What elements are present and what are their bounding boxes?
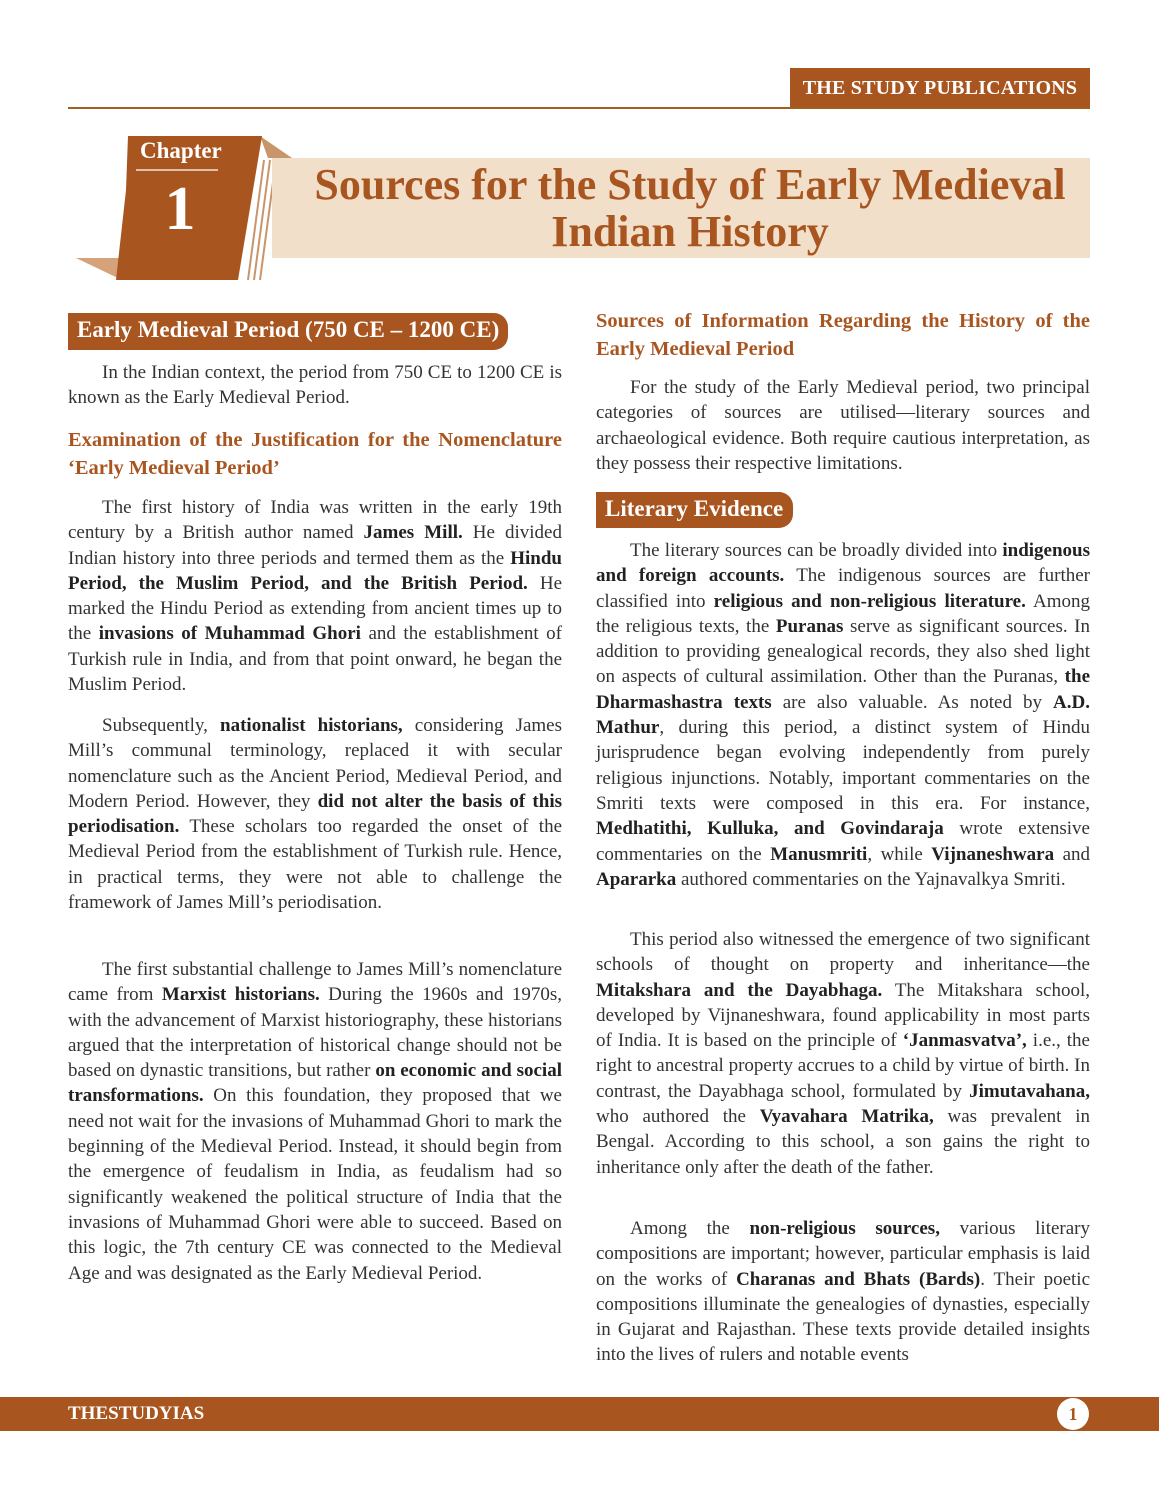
subheading-sources: Sources of Information Regarding the History of the Early Medieval Period bbox=[596, 310, 1090, 360]
paragraph: The first history of India was written in the early 19th century by a British author named James Mill. He divided Indian history into three periods and termed them as the Hindu Period, the Muslim Period, and the British Period. He marked the Hindu Period as extending from ancient times up to the invasions of Muhammad Ghori and the establishment of Turkish rule in India, and from that point onward, he began the Muslim Period. bbox=[68, 497, 562, 696]
paragraph: The literary sources can be broadly divided into indigenous and foreign accounts. The indigenous sources are further classified into religious and non-religious literature. Among the religious texts, the Puranas serve as significant sources. In addition to providing genealogical records, they also shed light on aspects of cultural assimilation. Other than the Puranas, the Dharmashastra texts are also valuable. As noted by A.D. Mathur, during this period, a distinct system of Hindu jurisprudence began evolving independently from purely religious injunctions. Notably, important commentaries on the Smriti texts were composed in this era. For instance, Medhatithi, Kulluka, and Govindaraja wrote extensive commentaries on the Manusmriti, while Vijnaneshwara and Apararka authored commentaries on the Yajnavalkya Smriti. bbox=[596, 540, 1091, 890]
chapter-title-line1: Sources for the Study of Early Medieval bbox=[314, 160, 1066, 209]
page-number: 1 bbox=[1057, 1398, 1089, 1430]
paragraph: This period also witnessed the emergence of two significant schools of thought on property and inheritance—the Mitakshara and the Dayabhaga. The Mitakshara school, developed by Vijnaneshwara, found applicability in most parts of India. It is based on the principle of ‘Janmasvatva’, i.e., the right to ancestral property accrues to a child by virtue of birth. In contrast, the Dayabhaga school, formulated by Jimutavahana, who authored the Vyavahara Matrika, was prevalent in Bengal. According to this school, a son gains the right to inheritance only after the death of the father. bbox=[596, 929, 1091, 1178]
section-heading-pill: Early Medieval Period (750 CE – 1200 CE) bbox=[68, 313, 508, 350]
section-heading-pill: Literary Evidence bbox=[596, 492, 793, 528]
subheading-nomenclature: Examination of the Justification for the Nomenclature ‘Early Medieval Period’ bbox=[68, 429, 562, 479]
chapter-title-line2: Indian History bbox=[551, 207, 829, 256]
paragraph: In the Indian context, the period from 750 CE to 1200 CE is known as the Early Medieval Period. bbox=[68, 362, 562, 409]
section-heading-literary-evidence bbox=[596, 492, 793, 528]
section-heading-early-medieval bbox=[68, 313, 508, 350]
paragraph: Subsequently, nationalist historians, considering James Mill’s communal terminology, replaced it with secular nomenclature such as the Ancient Period, Medieval Period, and Modern Period. However, they did not alter the basis of this periodisation. These scholars too regarded the onset of the Medieval Period from the establishment of Turkish rule. Hence, in practical terms, they were not able to challenge the framework of James Mill’s periodisation. bbox=[68, 715, 562, 914]
chapter-emblem-fold bbox=[260, 136, 292, 158]
paragraph: The first substantial challenge to James Mill’s nomenclature came from Marxist historians. During the 1960s and 1970s, with the advancement of Marxist historiography, these historians argued that the interpretation of historical change should not be based on dynastic transitions, but rather on economic and social transformations. On this foundation, they proposed that we need not wait for the invasions of Muhammad Ghori to mark the beginning of the Medieval Period. Instead, it should begin from the emergence of feudalism in India, as feudalism had so significantly weakened the political structure of India that the invasions of Muhammad Ghori were able to succeed. Based on this logic, the 7th century CE was connected to the Medieval Age and was designated as the Early Medieval Period. bbox=[68, 959, 563, 1284]
chapter-title bbox=[290, 158, 1090, 258]
paragraph: For the study of the Early Medieval period, two principal categories of sources are utilised—literary sources and archaeological evidence. Both require cautious interpretation, as they possess their respective limitations. bbox=[596, 377, 1090, 474]
publisher-tag: THE STUDY PUBLICATIONS bbox=[790, 68, 1090, 109]
footer-brand: THESTUDYIAS bbox=[68, 1403, 205, 1424]
header-rule bbox=[68, 107, 1090, 109]
paragraph: Among the non-religious sources, various literary compositions are important; however, particular emphasis is laid on the works of Charanas and Bhats (Bards). Their poetic compositions illuminate the genealogies of dynasties, especially in Gujarat and Rajasthan. These texts provide detailed insights into the lives of rulers and notable events bbox=[596, 1218, 1091, 1366]
chapter-label: Chapter bbox=[140, 138, 222, 163]
chapter-number: 1 bbox=[164, 175, 196, 243]
